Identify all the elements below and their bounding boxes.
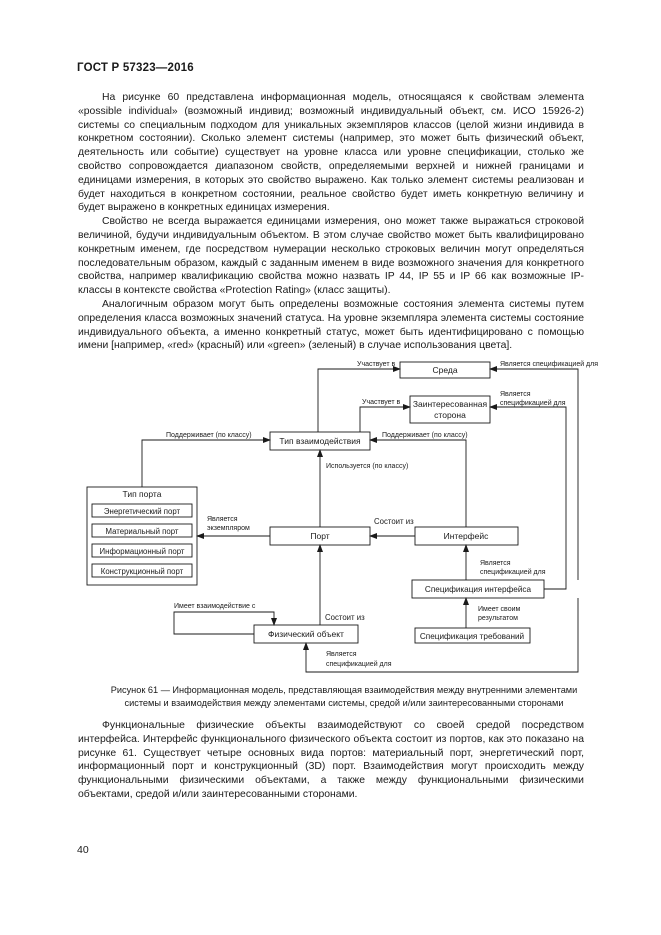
svg-text:спецификацией для: спецификацией для xyxy=(326,661,392,668)
svg-text:Является: Является xyxy=(326,651,357,658)
svg-text:Используется (по классу): Используется (по классу) xyxy=(326,463,409,470)
svg-text:Является: Является xyxy=(500,391,531,398)
svg-text:Тип взаимодействия: Тип взаимодействия xyxy=(279,436,361,446)
svg-text:Порт: Порт xyxy=(310,531,330,541)
svg-text:Поддерживает (по классу): Поддерживает (по классу) xyxy=(382,432,468,439)
svg-text:Состоит из: Состоит из xyxy=(374,517,414,526)
svg-text:Энергетический порт: Энергетический порт xyxy=(103,507,181,516)
paragraph: Функциональные физические объекты взаимодействуют со своей средой посредством интерфейса. Интерфейс функционального физического объекта состоит из портов, как это показано на рисунке 61. Существует четыре основных вида портов: материальный порт, энергетический порт, информационный порт и конструкционный (3D) порт. Взаимодействия могут происходить между функциональными физическими объектами, а также между функциональными физическими объектами, средой и/или заинтересованными сторонами. xyxy=(78,720,584,800)
label-sreda: Среда xyxy=(432,365,458,375)
svg-text:Является спецификацией для: Является спецификацией для xyxy=(500,361,599,368)
svg-text:спецификацией для: спецификацией для xyxy=(480,569,546,576)
paragraph: На рисунке 60 представлена информационная модель, относящаяся к свойствам элемента «possible individual» (возможный индивид; возможный индивидуальный объект, см. ИСО 15926-2) системы со специальным подходом для уникальных экземпляров классов (целой жизни индивида в конкретном состоянии). Сколько элемент системы (например, это может быть физический объект, деятельность или событие) существует на уровне класса или уровне спецификации, столько же свойство сопровождается диапазоном свойств, определяемыми верхней и нижней границами и единицами измерения, в которых это свойство выражено. Как только элемент системы реализован и будет находиться в конкретном состоянии, реальное свойство будет иметь конкретную величину и будет выражено в конкретных единицах измерения. xyxy=(78,92,584,214)
svg-text:Физический объект: Физический объект xyxy=(268,629,344,639)
svg-text:Заинтересованная: Заинтересованная xyxy=(412,399,488,409)
body-text-bottom xyxy=(78,719,584,802)
svg-text:Имеет взаимодействие с: Имеет взаимодействие с xyxy=(174,603,256,610)
svg-text:Спецификация требований: Спецификация требований xyxy=(419,632,525,641)
svg-text:Спецификация интерфейса: Спецификация интерфейса xyxy=(424,585,532,594)
svg-text:Информационный порт: Информационный порт xyxy=(99,547,185,556)
paragraph: Свойство не всегда выражается единицами измерения, оно может также выражаться строковой величиной, будучи индивидуальным объектом. В этом случае свойство может быть квалифицировано конкретным именем, где посредством нумерации несколько строковых величин могут определяться последовательным образом, каждый с заданным именем в виде возможного значения для конкретного свойства, например квалификацию свойства можно назвать IP 44, IP 55 и IP 66 как возможные IP-классы в контексте свойства «Protection Rating» (класс защиты). xyxy=(78,216,584,297)
svg-text:результатом: результатом xyxy=(478,615,518,622)
svg-text:сторона: сторона xyxy=(434,410,466,420)
page-number: 40 xyxy=(77,844,89,856)
svg-text:Является: Является xyxy=(207,516,238,523)
svg-text:Поддерживает (по классу): Поддерживает (по классу) xyxy=(166,432,252,439)
document-header: ГОСТ Р 57323—2016 xyxy=(77,62,194,74)
svg-text:экземпляром: экземпляром xyxy=(207,525,250,532)
svg-text:Участвует в: Участвует в xyxy=(357,361,396,368)
svg-text:Материальный порт: Материальный порт xyxy=(105,527,179,536)
paragraph: Аналогичным образом могут быть определены возможные состояния элемента системы путем определения класса возможных значений статуса. На уровне экземпляра элемента системы состояние индивидуального объекта, а именно конкретный статус, может быть идентифицировано с помощью имени [например, «red» (красный) или «green» (зеленый) в случае использования цвета]. xyxy=(78,298,584,352)
svg-text:Интерфейс: Интерфейс xyxy=(443,531,489,541)
svg-text:Состоит из: Состоит из xyxy=(325,613,365,622)
svg-text:Участвует в: Участвует в xyxy=(362,399,401,406)
svg-text:Конструкционный порт: Конструкционный порт xyxy=(100,567,184,576)
svg-text:Является: Является xyxy=(480,560,511,567)
figure-caption: Рисунок 61 — Информационная модель, представляющая взаимодействия между внутренними элементами системы и взаимодействия между элементами системы, средой и/или заинтересованными сторонами xyxy=(110,685,578,708)
svg-text:Тип порта: Тип порта xyxy=(122,489,162,499)
svg-text:спецификацией для: спецификацией для xyxy=(500,400,566,407)
svg-text:Имеет своим: Имеет своим xyxy=(478,606,521,613)
